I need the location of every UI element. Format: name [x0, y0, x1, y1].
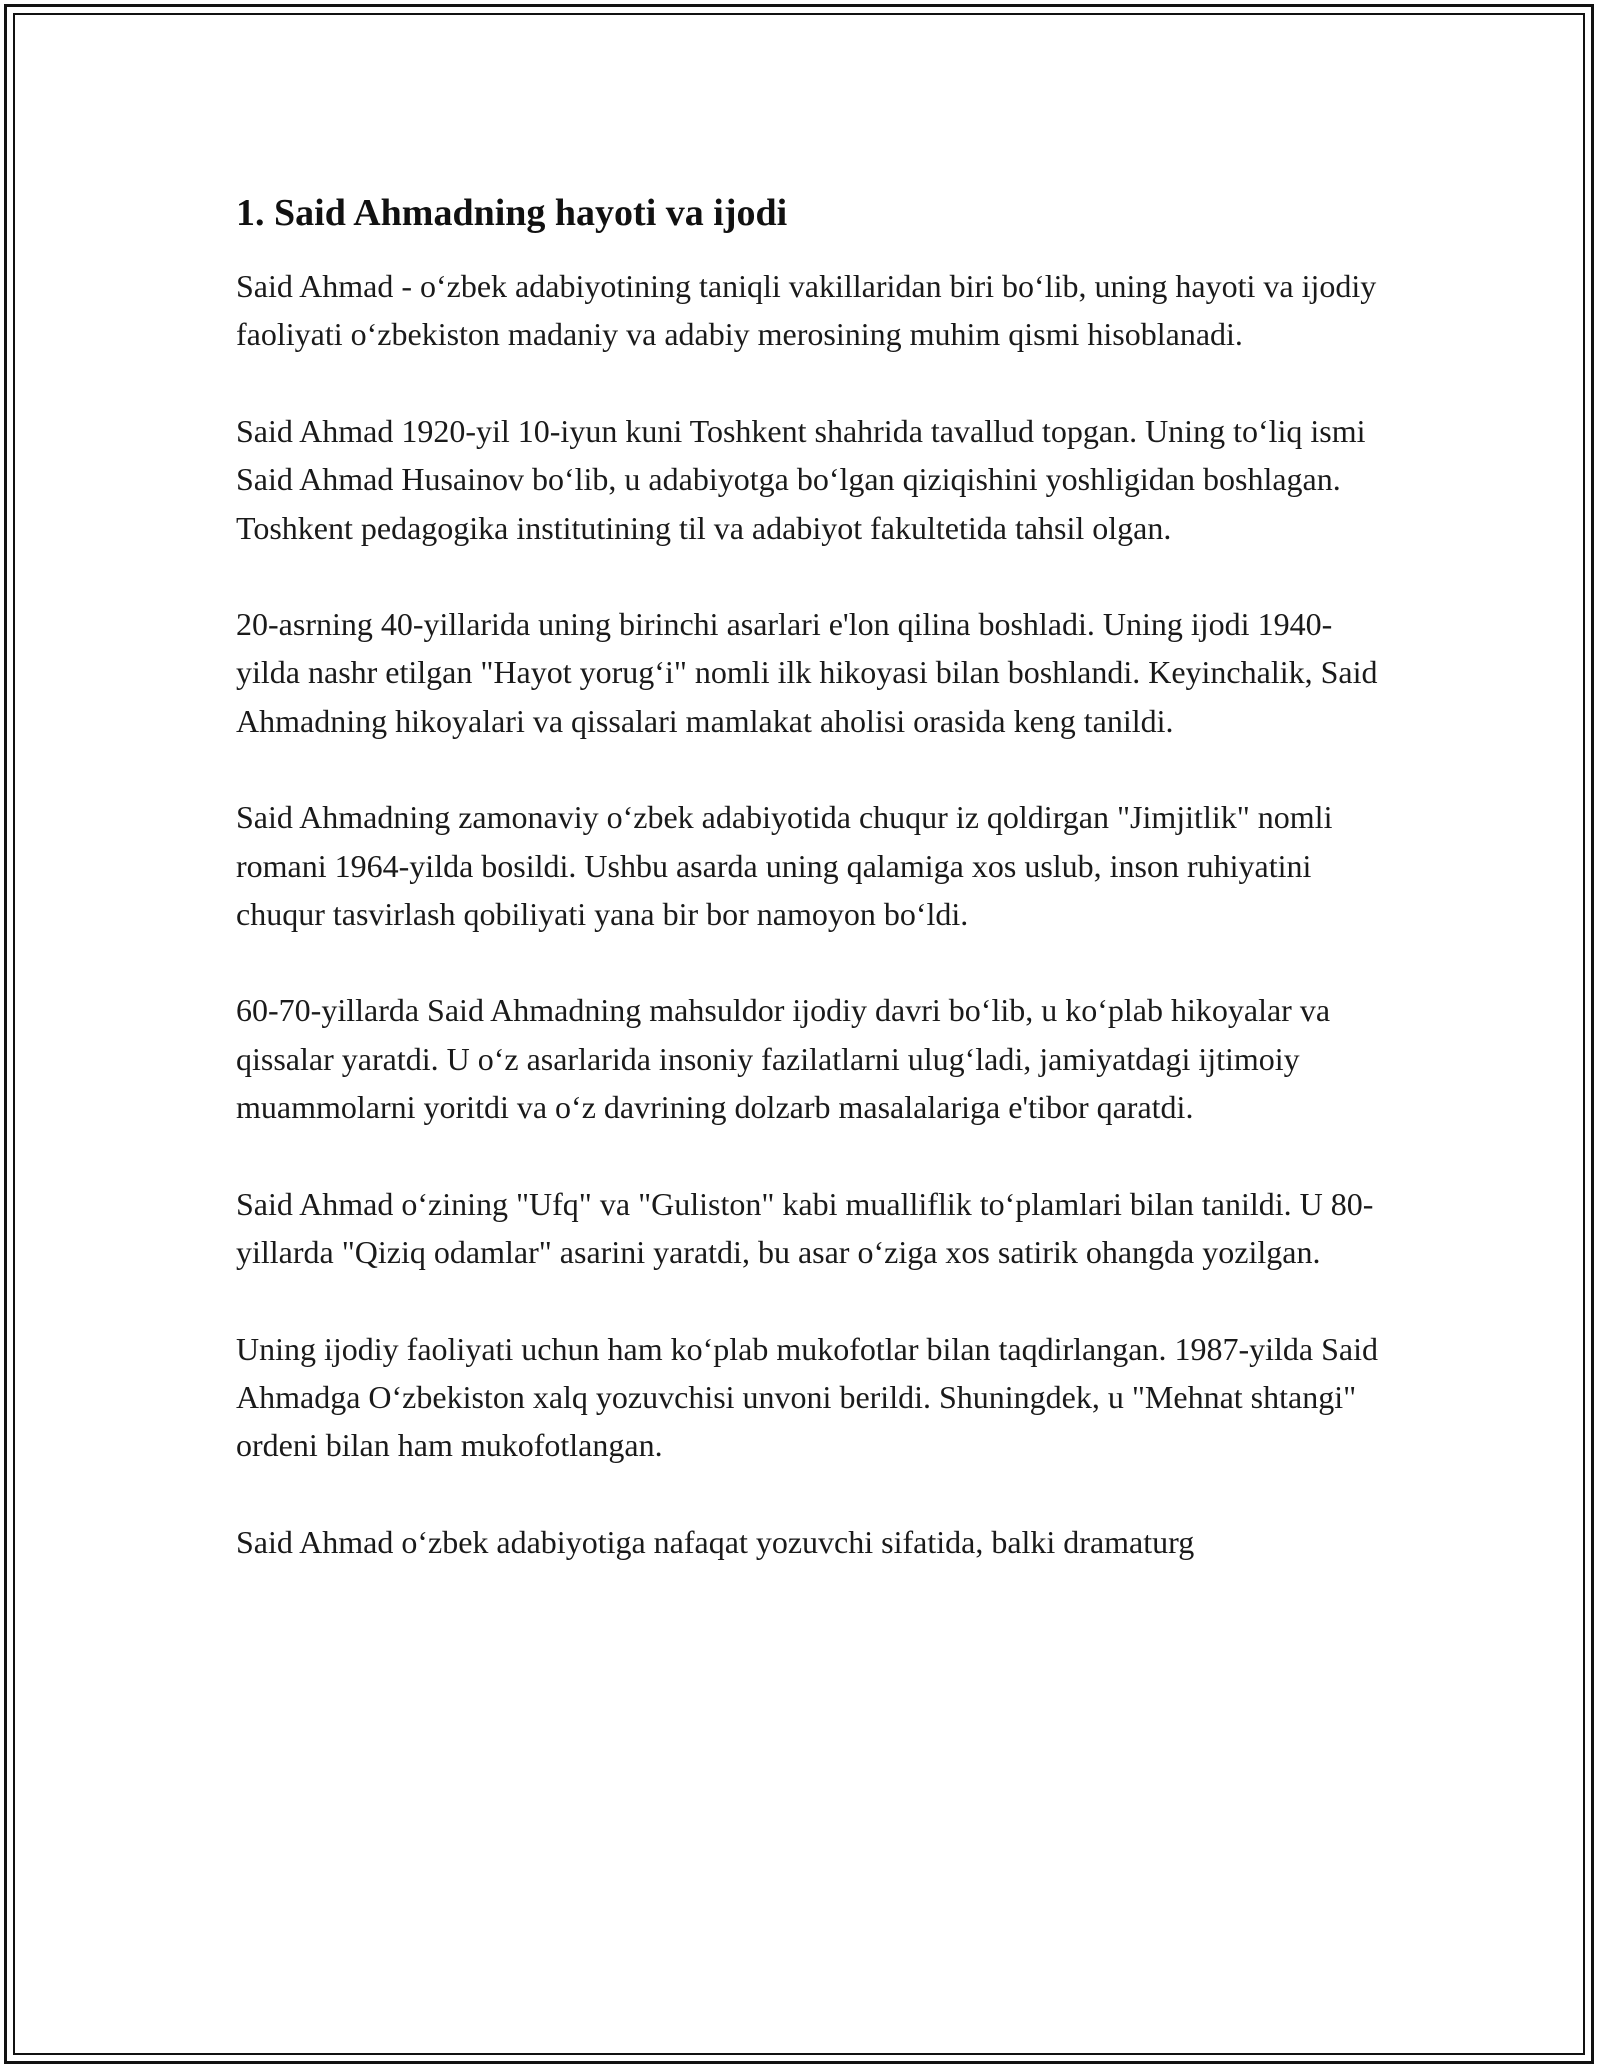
paragraph-novel: Said Ahmadning zamonaviy o‘zbek adabiyotida chuqur iz qoldirgan "Jimjitlik" nomli romani 1964-yilda bosildi. Ushbu asarda uning qalamiga xos uslub, inson ruhiyatini chuqur tasvirlash qobiliyati yana bir bor namoyon bo‘ldi.: [236, 799, 1333, 933]
document-body: [236, 186, 1386, 1614]
paragraph-legacy: Said Ahmad o‘zbek adabiyotiga nafaqat yozuvchi sifatida, balki dramaturg: [236, 1523, 1195, 1560]
paragraph-collections: Said Ahmad o‘zining "Ufq" va "Guliston" kabi mualliflik to‘plamlari bilan tanildi. U 80-yillarda "Qiziq odamlar" asarini yaratdi, bu asar o‘ziga xos satirik ohangda yozilgan.: [236, 1185, 1374, 1271]
paragraph-productive-period: 60-70-yillarda Said Ahmadning mahsuldor ijodiy davri bo‘lib, u ko‘plab hikoyalar va qissalar yaratdi. U o‘z asarlarida insoniy fazilatlarni ulug‘ladi, jamiyatdagi ijtimoiy muammolarni yoritdi va o‘z davrining dolzarb masalalariga e'tibor qaratdi.: [236, 992, 1331, 1126]
section-heading: 1. Said Ahmadning hayoti va ijodi: [236, 192, 788, 234]
paragraph-early-works: 20-asrning 40-yillarida uning birinchi asarlari e'lon qilina boshladi. Uning ijodi 1940-yilda nashr etilgan "Hayot yorug‘i" nomli ilk hikoyasi bilan boshlandi. Keyinchalik, Said Ahmadning hikoyalari va qissalari mamlakat aholisi orasida keng tanildi.: [236, 606, 1378, 739]
paragraph-intro: Said Ahmad - o‘zbek adabiyotining taniqli vakillaridan biri bo‘lib, uning hayoti va ijodiy faoliyati o‘zbekiston madaniy va adabiy merosining muhim qismi hisoblanadi.: [236, 268, 1377, 353]
paragraph-birth: Said Ahmad 1920-yil 10-iyun kuni Toshkent shahrida tavallud topgan. Uning to‘liq ismi Said Ahmad Husainov bo‘lib, u adabiyotga bo‘lgan qiziqishini yoshligidan boshlagan. Toshkent pedagogika institutining til va adabiyot fakultetida tahsil olgan.: [236, 412, 1366, 546]
paragraph-awards: Uning ijodiy faoliyati uchun ham ko‘plab mukofotlar bilan taqdirlangan. 1987-yilda Said Ahmadga O‘zbekiston xalq yozuvchisi unvoni berildi. Shuningdek, u "Mehnat shtangi" ordeni bilan ham mukofotlangan.: [236, 1330, 1378, 1464]
